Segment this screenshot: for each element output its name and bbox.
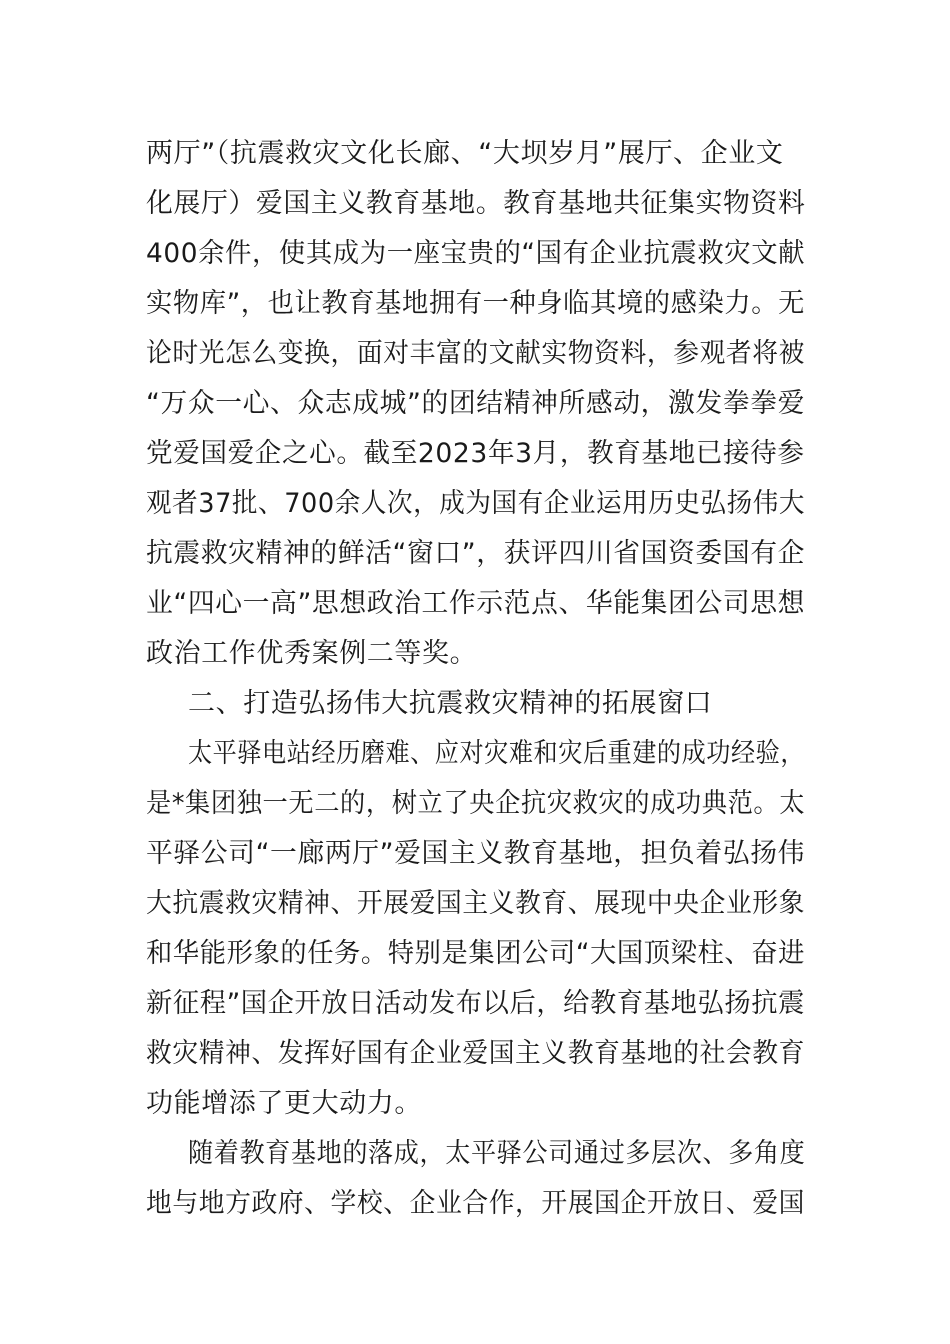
text-line: 论时光怎么变换，面对丰富的文献实物资料，参观者将被 [146,338,806,369]
text-line: 党爱国爱企之心。截至2023年3月，教育基地已接待参 [146,438,805,469]
text-line: “万众一心、众志成城”的团结精神所感动，激发拳拳爱 [146,388,806,419]
section-heading: 二、打造弘扬伟大抗震救灾精神的拓展窗口 [188,688,713,719]
text-line: 功能增添了更大动力。 [146,1088,422,1119]
text-line: 新征程”国企开放日活动发布以后，给教育基地弘扬抗震 [146,988,805,1019]
text-line: 两厅”（抗震救灾文化长廊、“大坝岁月”展厅、企业文 [146,138,784,169]
text-line: 是*集团独一无二的，树立了央企抗灾救灾的成功典范。太 [146,788,806,819]
text-line: 随着教育基地的落成，太平驿公司通过多层次、多角度 [188,1138,806,1169]
text-line: 救灾精神、发挥好国有企业爱国主义教育基地的社会教育 [146,1038,806,1069]
text-line: 太平驿电站经历磨难、应对灾难和灾后重建的成功经验， [188,738,805,769]
text-line: 平驿公司“一廊两厅”爱国主义教育基地，担负着弘扬伟 [146,838,806,869]
text-line: 大抗震救灾精神、开展爱国主义教育、展现中央企业形象 [146,888,806,919]
text-line: 观者37批、700余人次，成为国有企业运用历史弘扬伟大 [146,488,806,519]
text-line: 抗震救灾精神的鲜活“窗口”，获评四川省国资委国有企 [146,538,806,569]
text-line: 业“四心一高”思想政治工作示范点、华能集团公司思想 [146,588,806,619]
text-line: 政治工作优秀案例二等奖。 [146,638,478,669]
text-line: 地与地方政府、学校、企业合作，开展国企开放日、爱国 [146,1188,806,1219]
text-line: 400余件，使其成为一座宝贵的“国有企业抗震救灾文献 [146,238,806,269]
text-line: 化展厅）爱国主义教育基地。教育基地共征集实物资料 [146,188,806,219]
text-line: 实物库”，也让教育基地拥有一种身临其境的感染力。无 [146,288,805,319]
text-line: 和华能形象的任务。特别是集团公司“大国顶梁柱、奋进 [146,938,805,969]
